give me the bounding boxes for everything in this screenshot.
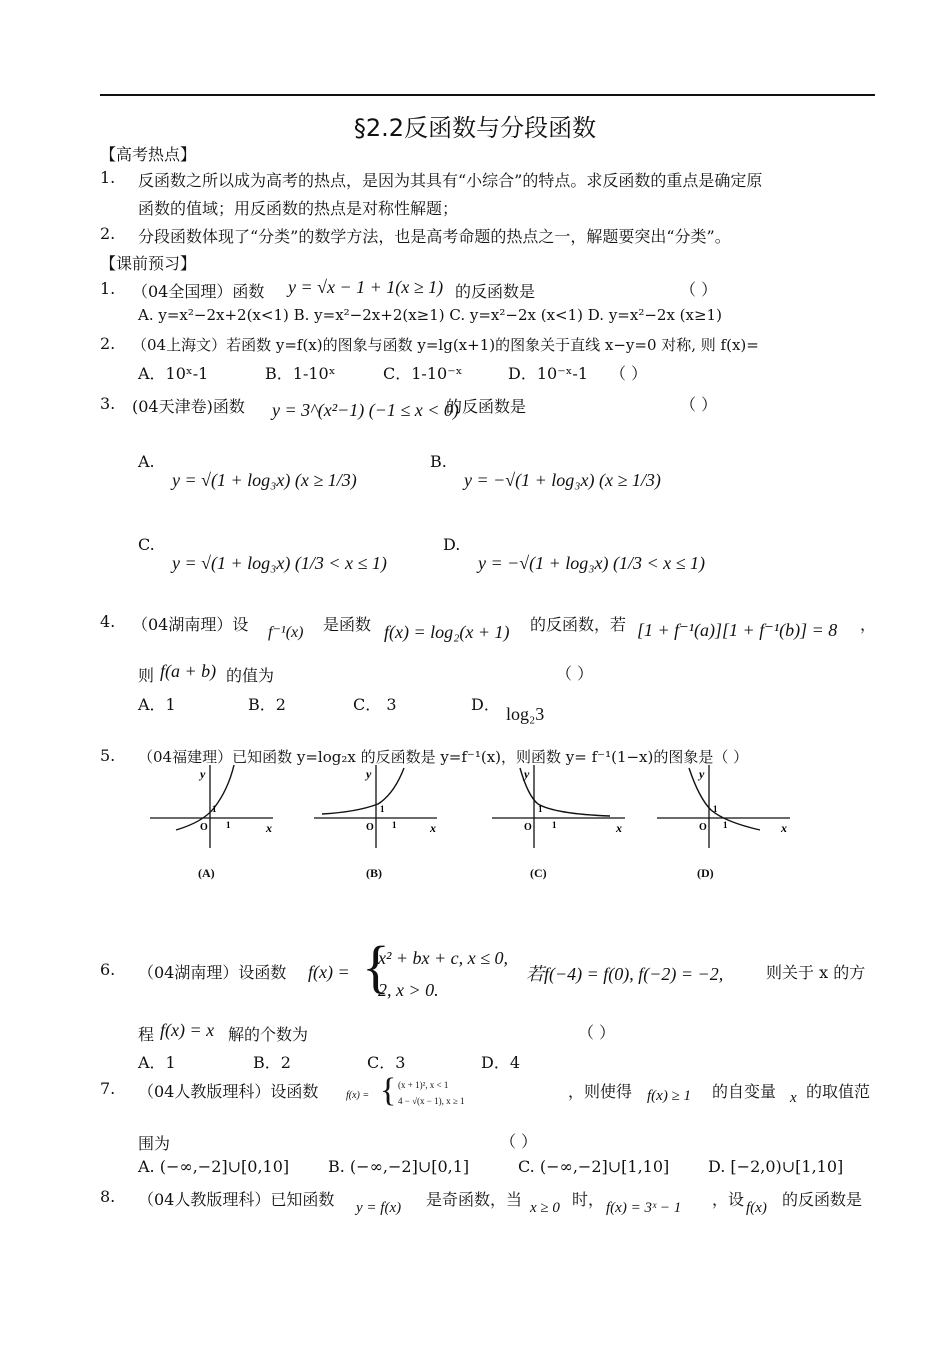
q7-case-2: 4 − √(x − 1), x ≥ 1 xyxy=(398,1096,465,1106)
q4-option-d: D． xyxy=(471,695,500,714)
q8-fx: f(x) xyxy=(746,1200,767,1216)
q4-fab: f(a + b) xyxy=(160,661,217,681)
q6-tail: 则关于 x 的方 xyxy=(766,963,866,982)
svg-text:1: 1 xyxy=(538,804,543,814)
q7-line2: 围为 xyxy=(138,1134,171,1153)
q3-option-c-label: C. xyxy=(138,535,155,554)
q4-lead: （04湖南理）设 xyxy=(132,615,249,634)
top-rule xyxy=(100,94,875,96)
svg-text:y: y xyxy=(200,767,206,781)
svg-text:O: O xyxy=(524,822,532,833)
q7-xvar: x xyxy=(790,1090,797,1106)
svg-text:1: 1 xyxy=(212,804,217,814)
q8-lead: （04人教版理科）已知函数 xyxy=(138,1190,335,1209)
svg-text:O: O xyxy=(699,822,707,833)
q7-inequality: f(x) ≥ 1 xyxy=(647,1088,692,1104)
q7-option-b: B. (−∞,−2]∪[0,1] xyxy=(328,1157,470,1176)
q1-formula: y = √x − 1 + 1(x ≥ 1) xyxy=(288,277,444,297)
svg-text:x: x xyxy=(266,821,272,835)
hot-item-1-line1: 反函数之所以成为高考的热点，是因为其具有“小综合”的特点。求反函数的重点是确定原 xyxy=(138,171,763,190)
svg-text:O: O xyxy=(200,822,208,833)
q7-number: 7. xyxy=(100,1079,116,1098)
q8-tail: 的反函数是 xyxy=(782,1190,863,1209)
q5-graph-c xyxy=(490,760,630,850)
q6-case-2: 2, x > 0. xyxy=(378,980,439,1000)
q8-definition: f(x) = 3ˣ − 1 xyxy=(606,1200,682,1216)
hot-item-2-line1: 分段函数体现了“分类”的数学方法，也是高考命题的热点之一，解题要突出“分类”。 xyxy=(138,227,731,246)
q3-answer-paren: （ ） xyxy=(680,395,718,414)
svg-text:x: x xyxy=(430,821,436,835)
q6-answer-paren: （ ） xyxy=(578,1023,616,1042)
q7-lead: （04人教版理科）设函数 xyxy=(138,1082,319,1101)
q6-case-1: x² + bx + c, x ≤ 0, xyxy=(378,948,509,968)
q5-graph-d-label: (D) xyxy=(697,866,714,880)
q6-option-b: B．2 xyxy=(253,1053,291,1072)
q4-line2-lead: 则 xyxy=(138,666,155,685)
q5-graph-a-label: (A) xyxy=(198,866,215,880)
svg-text:x: x xyxy=(616,821,622,835)
q4-mid: 是函数 xyxy=(323,615,372,634)
q4-answer-paren: （ ） xyxy=(556,664,594,683)
q3-option-b-formula: y = −√(1 + log₃x) (x ≥ 1/3) xyxy=(464,470,661,490)
q6-condition: 若f(−4) = f(0), f(−2) = −2, xyxy=(526,964,724,984)
section-header-preview: 【课前预习】 xyxy=(100,254,197,273)
q6-option-a: A．1 xyxy=(138,1053,176,1072)
q7-brace: { xyxy=(380,1072,397,1109)
q7-case-1: (x + 1)², x < 1 xyxy=(398,1080,449,1090)
q5-graph-b-label: (B) xyxy=(366,866,382,880)
q6-number: 6. xyxy=(100,960,116,979)
q4-option-b: B．2 xyxy=(248,695,286,714)
q7-tail-2: 的取值范 xyxy=(806,1082,871,1101)
svg-text:x: x xyxy=(781,821,787,835)
q6-option-c: C．3 xyxy=(367,1053,406,1072)
q6-fx: f(x) = xyxy=(308,962,350,982)
q1-options: A. y=x²−2x+2(x<1) B. y=x²−2x+2(x≥1) C. y=x²−2x (x<1) D. y=x²−2x (x≥1) xyxy=(138,306,722,324)
q7-option-a: A. (−∞,−2]∪[0,10] xyxy=(138,1157,290,1176)
q6-line2-lead: 程 xyxy=(138,1025,155,1044)
q3-option-d-formula: y = −√(1 + log₃x) (1/3 < x ≤ 1) xyxy=(478,553,706,573)
q3-option-a-formula: y = √(1 + log₃x) (x ≥ 1/3) xyxy=(172,470,357,490)
q4-number: 4. xyxy=(100,612,116,631)
q6-lead: （04湖南理）设函数 xyxy=(138,963,287,982)
q4-option-c: C． 3 xyxy=(353,695,397,714)
q4-comma: ， xyxy=(860,615,877,634)
svg-text:y: y xyxy=(366,767,372,781)
page-title: §2.2反函数与分段函数 xyxy=(353,114,597,142)
q2-option-a: A．10ˣ-1 xyxy=(138,364,209,383)
q4-line2-tail: 的值为 xyxy=(226,666,275,685)
q1-tail: 的反函数是 xyxy=(455,282,536,301)
q1-number: 1. xyxy=(100,279,116,298)
q5-number: 5. xyxy=(100,746,116,765)
q3-formula: y = 3^(x²−1) (−1 ≤ x < 0) xyxy=(272,400,459,420)
q4-option-a: A．1 xyxy=(138,695,176,714)
svg-text:1: 1 xyxy=(713,804,718,814)
q7-fx: f(x) = xyxy=(346,1090,370,1101)
q2-number: 2. xyxy=(100,334,116,353)
q4-option-d-math: log₂3 xyxy=(506,704,545,724)
q7-option-d: D. [−2,0)∪[1,10] xyxy=(708,1157,844,1176)
svg-text:1: 1 xyxy=(226,820,231,830)
q4-condition: [1 + f⁻¹(a)][1 + f⁻¹(b)] = 8 xyxy=(637,620,838,640)
q4-finv: f⁻¹(x) xyxy=(268,624,304,641)
section-header-hot: 【高考热点】 xyxy=(100,145,197,164)
q1-lead: （04全国理）函数 xyxy=(132,282,265,301)
q3-option-b-label: B. xyxy=(430,452,447,471)
q3-option-a-label: A. xyxy=(138,452,155,471)
svg-text:1: 1 xyxy=(392,820,397,830)
svg-text:y: y xyxy=(699,767,705,781)
q2-answer-paren: （ ） xyxy=(610,364,648,383)
q7-mid: ，则使得 xyxy=(568,1082,633,1101)
svg-text:1: 1 xyxy=(723,820,728,830)
q8-number: 8. xyxy=(100,1187,116,1206)
svg-text:O: O xyxy=(366,822,374,833)
q6-line2-tail: 解的个数为 xyxy=(228,1025,309,1044)
svg-text:1: 1 xyxy=(380,804,385,814)
q8-mid: 是奇函数，当 xyxy=(426,1190,523,1209)
q3-lead: (04天津卷)函数 xyxy=(132,397,245,416)
q1-answer-paren: （ ） xyxy=(680,280,718,299)
q5-graph-d xyxy=(655,760,795,850)
q5-text: （04福建理）已知函数 y=log₂x 的反函数是 y=f⁻¹(x)，则函数 y= f⁻¹(1−x)的图象是（ ） xyxy=(138,748,749,766)
q8-condition: x ≥ 0 xyxy=(530,1200,560,1216)
q8-mid-3: ，设 xyxy=(712,1190,745,1209)
q8-mid-2: 时， xyxy=(572,1190,605,1209)
hot-item-1-num: 1. xyxy=(100,168,116,187)
q6-option-d: D．4 xyxy=(481,1053,521,1072)
q5-graph-a xyxy=(148,760,278,850)
q3-option-d-label: D. xyxy=(443,535,461,554)
q2-text: （04上海文）若函数 y=f(x)的图象与函数 y=lg(x+1)的图象关于直线 x−y=0 对称, 则 f(x)= xyxy=(132,336,759,354)
q2-option-b: B．1-10ˣ xyxy=(265,364,336,383)
hot-item-1-line2: 函数的值域；用反函数的热点是对称性解题； xyxy=(138,199,459,218)
q6-equation: f(x) = x xyxy=(160,1020,215,1040)
q6-brace: { xyxy=(362,934,390,999)
hot-item-2-num: 2. xyxy=(100,224,116,243)
q3-tail: 的反函数是 xyxy=(446,397,527,416)
q3-number: 3. xyxy=(100,394,116,413)
q2-option-d: D．10⁻ˣ-1 xyxy=(508,364,589,383)
q3-option-c-formula: y = √(1 + log₃x) (1/3 < x ≤ 1) xyxy=(172,553,387,573)
q7-option-c: C. (−∞,−2]∪[1,10] xyxy=(518,1157,670,1176)
q7-answer-paren: （ ） xyxy=(500,1132,538,1151)
q4-func: f(x) = log₂(x + 1) xyxy=(384,622,510,642)
svg-text:1: 1 xyxy=(552,820,557,830)
q5-graph-b xyxy=(312,760,442,850)
q5-graph-c-label: (C) xyxy=(530,866,547,880)
q2-option-c: C．1-10⁻ˣ xyxy=(383,364,463,383)
q7-tail: 的自变量 xyxy=(712,1082,777,1101)
q8-yfx: y = f(x) xyxy=(356,1200,402,1216)
q4-tail: 的反函数，若 xyxy=(530,615,627,634)
svg-text:y: y xyxy=(524,767,530,781)
